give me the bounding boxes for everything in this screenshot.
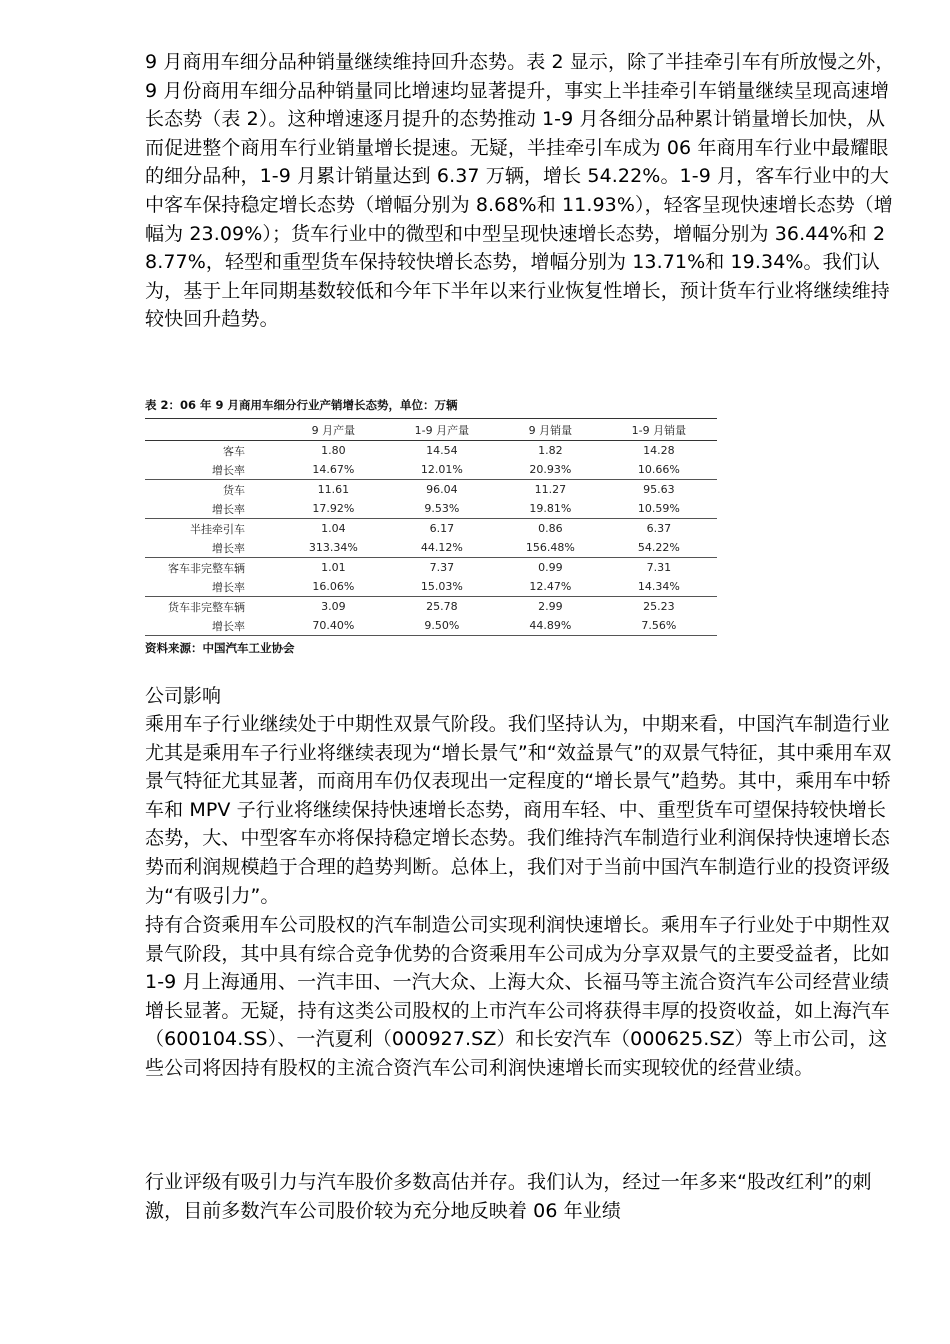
- table-row-label: 客车: [223, 444, 245, 458]
- table-cell: 0.99: [538, 561, 563, 574]
- table-cell: 2.99: [538, 600, 563, 613]
- table-cell: 14.28: [643, 444, 675, 457]
- table-row-label: 增长率: [145, 538, 283, 558]
- table-row-label: 增长率: [145, 577, 283, 597]
- table-row-label: 客车非完整车辆: [168, 561, 245, 575]
- table-cell: 19.81%: [500, 499, 601, 519]
- table-row: [145, 499, 717, 519]
- table-cell: 11.27: [534, 483, 567, 496]
- table-cell: 313.34%: [283, 538, 384, 558]
- table-row: [145, 597, 717, 617]
- table-cell: 1.82: [538, 444, 563, 457]
- table-row: [145, 480, 717, 500]
- table-caption: 表 2：06 年 9 月商用车细分行业产销增长态势，单位：万辆: [145, 398, 458, 412]
- table-cell: 25.78: [426, 600, 458, 613]
- table-cell: 95.63: [643, 483, 675, 496]
- table-cell: 10.66%: [601, 460, 717, 480]
- table-body: [145, 441, 717, 636]
- table-header-cell: 9 月产量: [283, 419, 384, 441]
- table-row-label: 货车: [223, 483, 245, 497]
- table-cell: 54.22%: [601, 538, 717, 558]
- table-cell: 7.56%: [601, 616, 717, 636]
- table-cell: 10.59%: [601, 499, 717, 519]
- table-header-cell: 1-9 月销量: [601, 419, 717, 441]
- table-cell: 20.93%: [500, 460, 601, 480]
- table-header-cell: 1-9 月产量: [384, 419, 500, 441]
- table-row: [145, 616, 717, 636]
- table-cell: 6.37: [646, 522, 672, 535]
- table-row: [145, 460, 717, 480]
- table-row-label: 增长率: [145, 616, 283, 636]
- table-row-label: 增长率: [145, 499, 283, 519]
- table-cell: 9.50%: [384, 616, 500, 636]
- table-cell: 6.17: [429, 522, 455, 535]
- table-cell: 14.54: [426, 444, 458, 457]
- table-cell: 14.67%: [283, 460, 384, 480]
- table-cell: 15.03%: [384, 577, 500, 597]
- table-cell: 70.40%: [283, 616, 384, 636]
- table-row: [145, 558, 717, 578]
- table-cell: 44.89%: [500, 616, 601, 636]
- table-cell: 1.01: [321, 561, 346, 574]
- table-cell: 1.04: [321, 522, 346, 535]
- table-cell: 16.06%: [283, 577, 384, 597]
- table-cell: 12.01%: [384, 460, 500, 480]
- table-cell: 7.37: [429, 561, 455, 574]
- table-cell: 14.34%: [601, 577, 717, 597]
- table-row-label: 增长率: [145, 460, 283, 480]
- table-header-cell: 9 月销量: [500, 419, 601, 441]
- table-cell: 1.80: [321, 444, 346, 457]
- table-row: [145, 441, 717, 461]
- paragraph-passenger-vehicle: 乘用车子行业继续处于中期性双景气阶段。我们坚持认为，中期来看，中国汽车制造行业尤其是乘用车子行业将继续表现为“增长景气”和“效益景气”的双景气特征，其中乘用车双景气特征尤其显著，而商用车仍仅表现出一定程度的“增长景气”趋势。其中，乘用车中轿车和 MPV 子行业将继续保持快速增长态势，商用车轻、中、重型货车可望保持较快增长态势，大、中型客车亦将保持稳定增长态势。我们维持汽车制造行业利润保持快速增长态势而利润规模趋于合理的趋势判断。总体上，我们对于当前中国汽车制造行业的投资评级为“有吸引力”。: [145, 713, 892, 907]
- table-row-label: 货车非完整车辆: [168, 600, 245, 614]
- sales-growth-table: [145, 418, 717, 636]
- table-row: [145, 577, 717, 597]
- table-row: [145, 538, 717, 558]
- table-row: [145, 519, 717, 539]
- table-row-label: 半挂牵引车: [190, 522, 245, 536]
- section-heading: 公司影响: [145, 685, 222, 707]
- table-cell: 44.12%: [384, 538, 500, 558]
- table-cell: 156.48%: [500, 538, 601, 558]
- table-cell: 11.61: [317, 483, 350, 496]
- table-header-cell: [145, 419, 283, 441]
- table-cell: 12.47%: [500, 577, 601, 597]
- table-cell: 3.09: [321, 600, 346, 613]
- table-header-row: [145, 419, 717, 441]
- paragraph-commercial-vehicle-sales: 9 月商用车细分品种销量继续维持回升态势。表 2 显示，除了半挂牵引车有所放慢之外，9 月份商用车细分品种销量同比增速均显著提升，事实上半挂牵引车销量继续呈现高速增长态势（表 2）。这种增速逐月提升的态势推动 1-9 月各细分品种累计销量增长加快，从而促进整个商用车行业销量增长提速。无疑，半挂牵引车成为 06 年商用车行业中最耀眼的细分品种，1-9 月累计销量达到 6.37 万辆，增长 54.22%。1-9 月，客车行业中的大中客车保持稳定增长态势（增幅分别为 8.68%和 11.93%），轻客呈现快速增长态势（增幅为 23.09%）；货车行业中的微型和中型呈现快速增长态势，增幅分别为 36.44%和 28.77%，轻型和重型货车保持较快增长态势，增幅分别为 13.71%和 19.34%。我们认为，基于上年同期基数较低和今年下半年以来行业恢复性增长，预计货车行业将继续维持较快回升趋势。: [145, 51, 895, 331]
- table-cell: 25.23: [643, 600, 675, 613]
- table-cell: 0.86: [538, 522, 563, 535]
- table-cell: 7.31: [646, 561, 672, 574]
- table-cell: 96.04: [426, 483, 458, 496]
- paragraph-jv-equity: 持有合资乘用车公司股权的汽车制造公司实现利润快速增长。乘用车子行业处于中期性双景气阶段，其中具有综合竞争优势的合资乘用车公司成为分享双景气的主要受益者，比如 1-9 月上海通用、一汽丰田、一汽大众、上海大众、长福马等主流合资汽车公司经营业绩增长显著。无疑，持有这类公司股权的上市汽车公司将获得丰厚的投资收益，如上海汽车（600104.SS）、一汽夏利（000927.SZ）和长安汽车（000625.SZ）等上市公司，这些公司将因持有股权的主流合资汽车公司利润快速增长而实现较优的经营业绩。: [145, 914, 897, 1079]
- table-cell: 9.53%: [384, 499, 500, 519]
- table-cell: 17.92%: [283, 499, 384, 519]
- table-source: 资料来源：中国汽车工业协会: [145, 641, 295, 655]
- paragraph-industry-rating: 行业评级有吸引力与汽车股价多数高估并存。我们认为，经过一年多来“股改红利”的刺激，目前多数汽车公司股价较为充分地反映着 06 年业绩: [145, 1171, 872, 1222]
